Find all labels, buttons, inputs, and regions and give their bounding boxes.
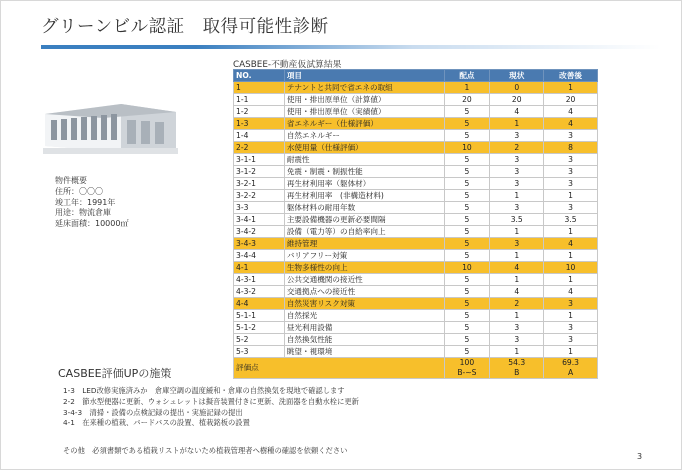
row-current: 1	[490, 226, 544, 238]
row-item: 水使用量（仕様評価）	[284, 142, 444, 154]
header-current: 現状	[490, 70, 544, 82]
total-score-value: 100	[459, 358, 475, 367]
table-row	[234, 346, 598, 358]
row-score: 5	[444, 322, 490, 334]
row-item: 省エネルギー（仕様評価）	[284, 118, 444, 130]
row-improved: 4	[544, 106, 598, 118]
row-item: 躯体材料の耐用年数	[284, 202, 444, 214]
row-current: 3	[490, 334, 544, 346]
row-current: 3.5	[490, 214, 544, 226]
table-row	[234, 202, 598, 214]
row-current: 3	[490, 202, 544, 214]
row-current: 1	[490, 310, 544, 322]
row-improved: 3	[544, 166, 598, 178]
row-score: 10	[444, 142, 490, 154]
row-no: 4-1	[234, 262, 285, 274]
row-no: 3-4-3	[234, 238, 285, 250]
measure-item: 3-4-3 清掃・設備の点検記録の提出・実施記録の提出	[63, 407, 243, 417]
total-current-rank: B	[514, 368, 520, 377]
row-current: 1	[490, 346, 544, 358]
row-score: 5	[444, 310, 490, 322]
row-score: 5	[444, 106, 490, 118]
row-score: 5	[444, 166, 490, 178]
table-row	[234, 154, 598, 166]
row-no: 3-1-2	[234, 166, 285, 178]
row-improved: 3	[544, 202, 598, 214]
row-improved: 4	[544, 238, 598, 250]
row-score: 5	[444, 238, 490, 250]
row-current: 1	[490, 118, 544, 130]
table-row	[234, 238, 598, 250]
row-improved: 1	[544, 310, 598, 322]
row-current: 4	[490, 106, 544, 118]
row-score: 1	[444, 82, 490, 94]
row-item: 交通拠点への接近性	[284, 286, 444, 298]
row-score: 5	[444, 214, 490, 226]
table-row	[234, 322, 598, 334]
row-no: 3-4-4	[234, 250, 285, 262]
table-row	[234, 214, 598, 226]
row-item: 再生材利用率 (非構造材料)	[284, 190, 444, 202]
row-item: 耐震性	[284, 154, 444, 166]
row-current: 4	[490, 286, 544, 298]
measure-item: 1-3 LED改修実施済みか 倉庫空調の温度緩和・倉庫の自然換気を現地で確認します	[63, 386, 345, 395]
row-no: 3-3	[234, 202, 285, 214]
row-no: 1-1	[234, 94, 285, 106]
property-overview	[55, 176, 128, 230]
row-no: 1-3	[234, 118, 285, 130]
page-title: グリーンビル認証 取得可能性診断	[41, 17, 329, 37]
row-item: 昼光利用設備	[284, 322, 444, 334]
table-row	[234, 298, 598, 310]
row-score: 5	[444, 154, 490, 166]
row-no: 1	[234, 82, 285, 94]
table-row	[234, 166, 598, 178]
row-improved: 1	[544, 346, 598, 358]
property-address: 住所：〇〇〇	[55, 186, 103, 196]
table-row	[234, 142, 598, 154]
row-score: 5	[444, 298, 490, 310]
page-number: 3	[637, 452, 643, 461]
table-row	[234, 94, 598, 106]
row-no: 1-4	[234, 130, 285, 142]
row-current: 4	[490, 262, 544, 274]
row-improved: 1	[544, 190, 598, 202]
header-improved: 改善後	[544, 70, 598, 82]
header-no: NO.	[234, 70, 285, 82]
row-improved: 20	[544, 94, 598, 106]
row-improved: 1	[544, 82, 598, 94]
table-row	[234, 130, 598, 142]
row-item: 維持管理	[284, 238, 444, 250]
row-item: 眺望・視環境	[284, 346, 444, 358]
row-improved: 3	[544, 178, 598, 190]
total-row	[234, 358, 598, 379]
row-item: 再生材利用率（躯体材）	[284, 178, 444, 190]
table-row	[234, 118, 598, 130]
warehouse-building-image	[43, 96, 178, 154]
property-heading: 物件概要	[55, 176, 87, 185]
table-row	[234, 334, 598, 346]
property-usage: 用途：物流倉庫	[55, 208, 111, 218]
table-row	[234, 286, 598, 298]
row-improved: 1	[544, 226, 598, 238]
row-current: 3	[490, 166, 544, 178]
property-built-year: 竣工年：1991年	[55, 197, 116, 207]
row-item: 使用・排出原単位（計算値）	[284, 94, 444, 106]
row-score: 5	[444, 202, 490, 214]
row-no: 4-4	[234, 298, 285, 310]
row-current: 20	[490, 94, 544, 106]
row-improved: 8	[544, 142, 598, 154]
row-score: 5	[444, 334, 490, 346]
row-current: 2	[490, 142, 544, 154]
row-score: 10	[444, 262, 490, 274]
table-header-row	[234, 70, 598, 82]
table-row	[234, 106, 598, 118]
total-improved-value: 69.3	[562, 358, 580, 367]
row-current: 1	[490, 190, 544, 202]
table-caption: CASBEE-不動産仮試算結果	[233, 60, 342, 70]
measures-list	[63, 386, 359, 429]
table-row	[234, 250, 598, 262]
row-current: 0	[490, 82, 544, 94]
total-score-rank: B-~S	[457, 368, 477, 377]
row-current: 3	[490, 322, 544, 334]
row-current: 2	[490, 298, 544, 310]
row-improved: 3	[544, 130, 598, 142]
measure-item: 4-1 在来種の植栽、バードバスの設置、植栽銘板の設置	[63, 418, 250, 428]
row-no: 1-2	[234, 106, 285, 118]
row-current: 3	[490, 154, 544, 166]
row-no: 3-4-2	[234, 226, 285, 238]
row-item: 使用・排出原単位（実績値）	[284, 106, 444, 118]
header-item: 項目	[284, 70, 444, 82]
total-current-value: 54.3	[508, 358, 526, 367]
row-improved: 4	[544, 118, 598, 130]
row-improved: 3.5	[544, 214, 598, 226]
table-row	[234, 82, 598, 94]
measures-title: CASBEE評価UPの施策	[58, 367, 172, 380]
row-no: 5-3	[234, 346, 285, 358]
row-score: 5	[444, 178, 490, 190]
row-improved: 10	[544, 262, 598, 274]
row-item: 公共交通機関の接近性	[284, 274, 444, 286]
row-no: 4-3-1	[234, 274, 285, 286]
row-score: 5	[444, 130, 490, 142]
row-score: 5	[444, 226, 490, 238]
table-row	[234, 190, 598, 202]
table-row	[234, 178, 598, 190]
row-current: 3	[490, 178, 544, 190]
row-score: 5	[444, 274, 490, 286]
note-text: その他 必須書類である植栽リストがないため植栽管理者へ樹種の確認を依頼ください	[63, 446, 348, 455]
title-divider	[41, 45, 661, 49]
row-no: 5-2	[234, 334, 285, 346]
row-no: 3-1-1	[234, 154, 285, 166]
row-improved: 1	[544, 274, 598, 286]
table-row	[234, 310, 598, 322]
row-item: 自然災害リスク対策	[284, 298, 444, 310]
row-score: 5	[444, 286, 490, 298]
row-no: 3-2-1	[234, 178, 285, 190]
row-no: 3-2-2	[234, 190, 285, 202]
row-no: 5-1-2	[234, 322, 285, 334]
row-current: 3	[490, 238, 544, 250]
row-item: 免震・制震・制振性能	[284, 166, 444, 178]
total-current	[490, 358, 544, 379]
property-floor-area: 延床面積：10000㎡	[55, 219, 129, 229]
row-item: バリアフリー対策	[284, 250, 444, 262]
row-item: 自然採光	[284, 310, 444, 322]
table-body	[234, 82, 598, 358]
row-current: 1	[490, 250, 544, 262]
row-improved: 1	[544, 250, 598, 262]
row-no: 5-1-1	[234, 310, 285, 322]
row-current: 1	[490, 274, 544, 286]
row-item: 自然換気性能	[284, 334, 444, 346]
row-current: 3	[490, 130, 544, 142]
total-improved-rank: A	[567, 368, 574, 377]
row-improved: 4	[544, 286, 598, 298]
row-item: 主要設備機器の更新必要間隔	[284, 214, 444, 226]
measure-item: 2-2 節水型便器に更新、ウォシュレットは擬音装置付きに更新、洗面器を自動水栓に更新	[63, 396, 359, 406]
casbee-results-table	[233, 69, 598, 379]
row-no: 2-2	[234, 142, 285, 154]
total-improved	[544, 358, 598, 379]
row-improved: 3	[544, 334, 598, 346]
row-no: 3-4-1	[234, 214, 285, 226]
total-score	[444, 358, 490, 379]
total-label: 評価点	[234, 358, 445, 379]
row-score: 5	[444, 250, 490, 262]
row-item: テナントと共同で省エネの取組	[284, 82, 444, 94]
row-improved: 3	[544, 322, 598, 334]
row-improved: 3	[544, 154, 598, 166]
table-row	[234, 274, 598, 286]
row-item: 生物多様性の向上	[284, 262, 444, 274]
row-score: 5	[444, 346, 490, 358]
row-no: 4-3-2	[234, 286, 285, 298]
row-improved: 3	[544, 298, 598, 310]
row-score: 5	[444, 118, 490, 130]
row-score: 20	[444, 94, 490, 106]
row-score: 5	[444, 190, 490, 202]
header-score: 配点	[444, 70, 490, 82]
table-row	[234, 226, 598, 238]
row-item: 自然エネルギー	[284, 130, 444, 142]
table-row	[234, 262, 598, 274]
row-item: 設備（電力等）の自給率向上	[284, 226, 444, 238]
